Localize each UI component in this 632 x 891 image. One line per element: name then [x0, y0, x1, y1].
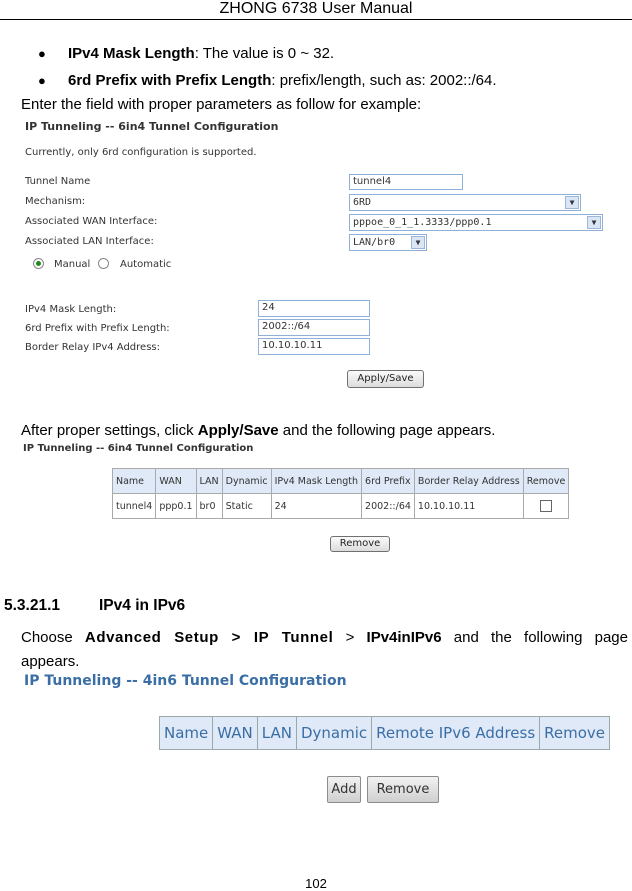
column-header: IPv4 Mask Length — [271, 469, 361, 494]
manual-radio-label: Manual — [54, 259, 91, 270]
automatic-radio[interactable] — [98, 258, 109, 269]
ipv6-tunnel-table — [159, 716, 610, 750]
table-header-row — [160, 717, 610, 750]
wan-interface-select[interactable]: pppoe_0_1_1.3333/ppp0.1 ▼ — [349, 214, 603, 231]
table-row — [113, 494, 569, 519]
column-header: Name — [113, 469, 156, 494]
header-rule — [0, 19, 632, 20]
column-header: Border Relay Address — [414, 469, 523, 494]
tunnel-table — [112, 468, 569, 519]
column-header: WAN — [156, 469, 196, 494]
table-cell: br0 — [196, 494, 222, 519]
choose-paragraph: Choose Advanced Setup > IP Tunnel > IPv4inIPv6 and the following page — [21, 629, 628, 646]
choose-paragraph-cont: appears. — [21, 653, 80, 670]
table-cell: Static — [222, 494, 271, 519]
ipv6-title: IP Tunneling -- 4in6 Tunnel Configuration — [24, 673, 347, 689]
bullet-item: 6rd Prefix with Prefix Length: prefix/length, such as: 2002::/64. — [68, 72, 497, 89]
remove-button[interactable]: Remove — [330, 536, 390, 552]
column-header: LAN — [196, 469, 222, 494]
mechanism-select[interactable]: 6RD ▼ — [349, 194, 581, 211]
config-note: Currently, only 6rd configuration is supported. — [25, 147, 257, 158]
section-title: IPv4 in IPv6 — [99, 597, 186, 614]
table-cell: 24 — [271, 494, 361, 519]
wan-interface-label: Associated WAN Interface: — [25, 216, 158, 227]
after-settings-paragraph: After proper settings, click Apply/Save and the following page appears. — [21, 422, 496, 439]
column-header: WAN — [213, 717, 258, 750]
mask-length-label: IPv4 Mask Length: — [25, 304, 117, 315]
mechanism-label: Mechanism: — [25, 196, 86, 207]
column-header: 6rd Prefix — [362, 469, 415, 494]
config-title: IP Tunneling -- 6in4 Tunnel Configuration — [25, 120, 279, 133]
bullet-icon: ● — [38, 73, 46, 88]
remove-checkbox[interactable] — [540, 500, 552, 512]
chevron-down-icon: ▼ — [587, 216, 601, 229]
table-cell: 10.10.10.11 — [414, 494, 523, 519]
chevron-down-icon: ▼ — [411, 236, 425, 249]
result-title: IP Tunneling -- 6in4 Tunnel Configuration — [23, 443, 254, 454]
tunnel-name-label: Tunnel Name — [25, 176, 91, 187]
prefix-input[interactable]: 2002::/64 — [258, 319, 370, 336]
border-relay-input[interactable]: 10.10.10.11 — [258, 338, 370, 355]
column-header: Remote IPv6 Address — [372, 717, 540, 750]
column-header: Dynamic — [222, 469, 271, 494]
bullet-item: IPv4 Mask Length: The value is 0 ~ 32. — [68, 45, 335, 62]
lan-interface-select[interactable]: LAN/br0 ▼ — [349, 234, 427, 251]
column-header: Name — [160, 717, 213, 750]
table-cell: tunnel4 — [113, 494, 156, 519]
table-header-row — [113, 469, 569, 494]
remove-button[interactable]: Remove — [367, 776, 439, 803]
column-header: LAN — [257, 717, 296, 750]
mask-length-input[interactable]: 24 — [258, 300, 370, 317]
add-button[interactable]: Add — [327, 776, 361, 803]
tunnel-name-input[interactable]: tunnel4 — [349, 174, 463, 190]
section-number: 5.3.21.1 — [4, 597, 61, 614]
prefix-label: 6rd Prefix with Prefix Length: — [25, 323, 170, 334]
bullet-icon: ● — [38, 46, 46, 61]
lan-interface-label: Associated LAN Interface: — [25, 236, 154, 247]
intro-paragraph: Enter the field with proper parameters as follow for example: — [21, 96, 422, 113]
remove-cell — [523, 494, 569, 519]
apply-save-button[interactable]: Apply/Save — [347, 370, 424, 388]
table-cell: ppp0.1 — [156, 494, 196, 519]
page-number: 102 — [305, 876, 327, 891]
config-screenshot — [21, 116, 610, 396]
page-header-title: ZHONG 6738 User Manual — [219, 0, 413, 17]
border-relay-label: Border Relay IPv4 Address: — [25, 342, 160, 353]
ipv6-screenshot — [21, 672, 610, 812]
column-header: Remove — [540, 717, 610, 750]
chevron-down-icon: ▼ — [565, 196, 579, 209]
result-screenshot — [21, 440, 610, 554]
column-header: Dynamic — [296, 717, 371, 750]
column-header: Remove — [523, 469, 569, 494]
automatic-radio-label: Automatic — [120, 259, 172, 270]
manual-radio[interactable] — [33, 258, 44, 269]
table-cell: 2002::/64 — [362, 494, 415, 519]
